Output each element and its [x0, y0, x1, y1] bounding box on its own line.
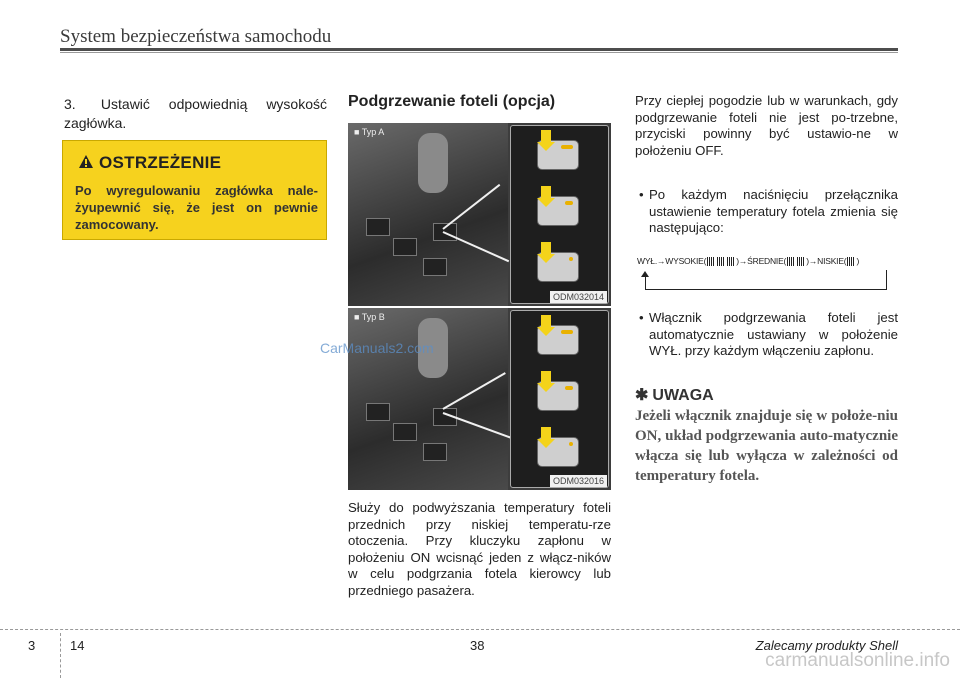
console-photo: [348, 123, 508, 306]
figure-a-code: ODM032014: [550, 291, 607, 303]
heat-level-icon: [787, 257, 795, 266]
note-title-text: UWAGA: [652, 387, 714, 404]
figure-a-tag: ■ Typ A: [354, 127, 385, 137]
seq-low: NISKIE(: [817, 256, 847, 266]
watermark-footer: carmanualsonline.info: [765, 650, 950, 671]
heat-level-icon: [727, 257, 735, 266]
asterisk-icon: ✱: [635, 387, 649, 404]
warning-triangle-icon: [79, 155, 93, 169]
warning-box: [62, 140, 327, 240]
step-text: Ustawić odpowiednią wysokość zagłówka.: [64, 96, 328, 131]
watermark-overlay: CarManuals2.com: [320, 340, 434, 356]
bullet-text: Włącznik podgrzewania foteli jest automatycznie ustawiany w położenie WYŁ. przy każdym włączeniu zapłonu.: [649, 310, 898, 359]
seq-close: ): [736, 256, 739, 266]
seq-arrow: →: [738, 256, 748, 266]
temperature-sequence: [637, 256, 859, 266]
heat-level-icon: [717, 257, 725, 266]
body-paragraph: Służy do podwyższania temperatury foteli przednich przy niskiej temperatu-rze otoczenia. Przy kluczyku zapłonu w położeniu ON wcisnąć jeden z włącz-ników w celu podgrzania fotela kierowcy lub przedniego pasażera.: [348, 500, 611, 598]
footer-chapter: 3: [28, 638, 36, 653]
footer-slogan: Zalecamy produkty Shell: [755, 638, 898, 653]
bullet-text: Po każdym naciśnięciu przełącznika ustawienie temperatury fotela zmienia się następująco:: [649, 187, 898, 236]
heat-level-icon: [707, 257, 715, 266]
seq-close: ): [856, 256, 860, 266]
seq-off: WYŁ.: [637, 256, 657, 266]
switch-inset-b: [510, 310, 609, 488]
heat-level-icon: [847, 257, 855, 266]
warning-text: Po wyregulowaniu zagłówka nale-żyupewnić się, że jest on pewnie zamocowany.: [75, 183, 318, 232]
footer-divider: [0, 629, 960, 630]
bullet-dot: •: [639, 310, 644, 325]
seq-close: ): [806, 256, 809, 266]
seq-mid: ŚREDNIE(: [747, 256, 787, 266]
note-text: Jeżeli włącznik znajduje się w położe-niu ON, układ podgrzewania auto-matycznie włącza się lub wyłącza w zależności od temperatury fotela.: [635, 408, 898, 484]
loop-line: [645, 274, 646, 290]
note-title: [635, 385, 714, 405]
seq-high: WYSOKIE(: [665, 256, 707, 266]
intro-paragraph: Przy ciepłej pogodzie lub w warunkach, gdy podgrzewanie foteli nie jest po-trzebne, przyciski powinny być ustawio-ne w położeniu OFF.: [635, 93, 898, 158]
step-3: [64, 95, 327, 133]
figure-type-a: [348, 123, 611, 306]
footer-page: 14: [70, 638, 85, 653]
figure-type-b: [348, 308, 611, 490]
section-title: Podgrzewanie foteli (opcja): [348, 93, 556, 110]
bullet-item: [635, 187, 898, 237]
loop-line: [886, 270, 887, 290]
footer-center-number: 38: [470, 638, 485, 653]
warning-title: OSTRZEŻENIE: [99, 153, 222, 172]
seq-arrow: →: [808, 256, 818, 266]
header-divider-thin: [60, 52, 898, 53]
loop-line: [645, 289, 887, 290]
step-number: 3.: [64, 96, 76, 112]
console-photo: [348, 308, 508, 490]
header-divider: [60, 48, 898, 51]
figure-b-tag: ■ Typ B: [354, 312, 385, 322]
bullet-dot: •: [639, 187, 644, 202]
footer-divider-vertical: [60, 633, 61, 678]
figure-b-code: ODM032016: [550, 475, 607, 487]
seq-arrow: →: [656, 256, 666, 266]
switch-inset-a: [510, 125, 609, 304]
page-header-title: System bezpieczeństwa samochodu: [60, 26, 332, 47]
bullet-item: [635, 310, 898, 360]
heat-level-icon: [797, 257, 805, 266]
